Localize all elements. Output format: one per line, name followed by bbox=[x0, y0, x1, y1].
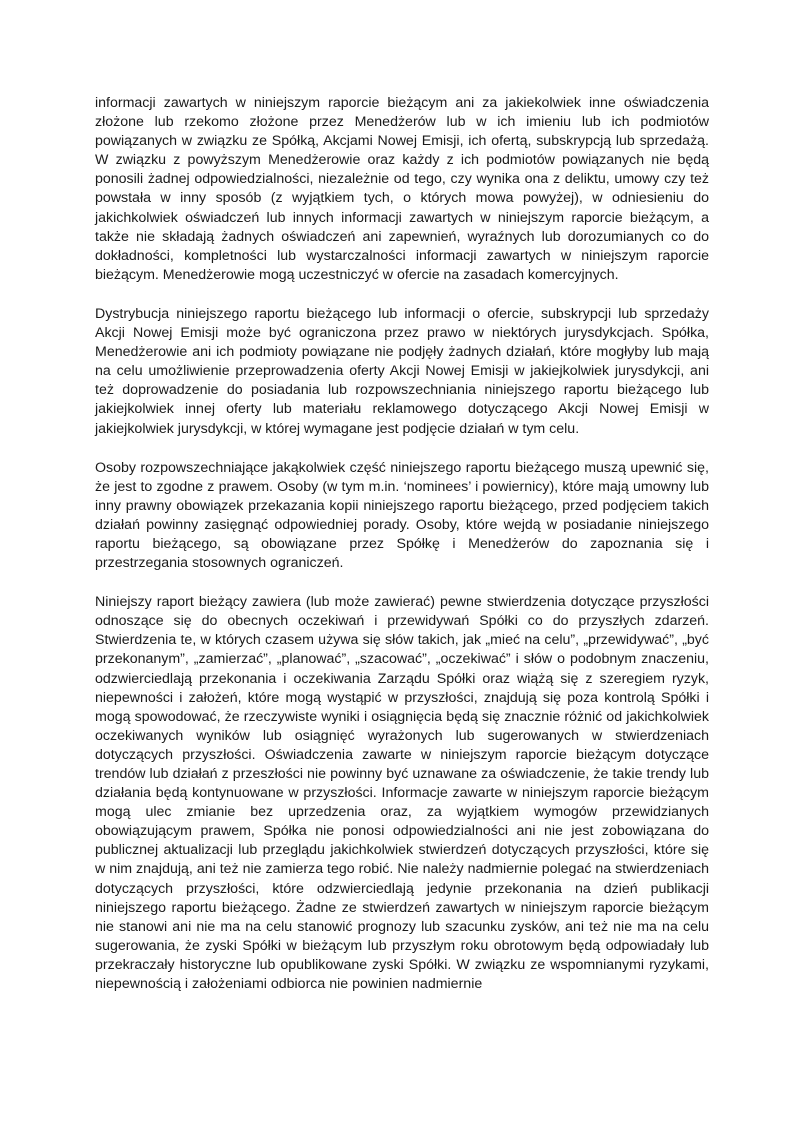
paragraph-distribution: Dystrybucja niniejszego raportu bieżącego lub informacji o ofercie, subskrypcji lub sprzedaży Akcji Nowej Emisji może być ograniczona przez prawo w niektórych jurysdykcjach. Spółka, Menedżerowie ani ich podmioty powiązane nie podjęły żadnych działań, które mogłyby lub mają na celu umożliwienie przeprowadzenia oferty Akcji Nowej Emisji w jakiejkolwiek jurysdykcji, ani też doprowadzenie do posiadania lub rozpowszechniania niniejszego raportu bieżącego lub jakiejkolwiek innej oferty lub materiału reklamowego dotyczącego Akcji Nowej Emisji w jakiejkolwiek jurysdykcji, w której wymagane jest podjęcie działań w tym celu. bbox=[95, 305, 709, 437]
paragraph-liability: informacji zawartych w niniejszym raporcie bieżącym ani za jakiekolwiek inne oświadczenia złożone lub rzekomo złożone przez Menedżerów lub w ich imieniu lub ich podmiotów powiązanych w związku ze Spółką, Akcjami Nowej Emisji, ich ofertą, subskrypcją lub sprzedażą. W związku z powyższym Menedżerowie oraz każdy z ich podmiotów powiązanych nie będą ponosili żadnej odpowiedzialności, niezależnie od tego, czy wynika ona z deliktu, umowy czy też powstała w inny sposób (z wyjątkiem tych, o których mowa powyżej), w odniesieniu do jakichkolwiek oświadczeń lub innych informacji zawartych w niniejszym raporcie bieżącym, a także nie składają żadnych oświadczeń ani zapewnień, wyraźnych lub dorozumianych co do dokładności, kompletności lub wystarczalności informacji zawartych w niniejszym raporcie bieżącym. Menedżerowie mogą uczestniczyć w ofercie na zasadach komercyjnych. bbox=[95, 95, 709, 283]
paragraph-forward-looking: Niniejszy raport bieżący zawiera (lub może zawierać) pewne stwierdzenia dotyczące przyszłości odnoszące się do obecnych oczekiwań i przewidywań Spółki co do przyszłych zdarzeń. Stwierdzenia te, w których czasem używa się słów takich, jak „mieć na celu”, „przewidywać”, „być przekonanym”, „zamierzać”, „planować”, „szacować”, „oczekiwać” i słów o podobnym znaczeniu, odzwierciedlają przekonania i oczekiwania Zarządu Spółki oraz wiążą się z szeregiem ryzyk, niepewności i założeń, które mogą wystąpić w przyszłości, znajdują się poza kontrolą Spółki i mogą spowodować, że rzeczywiste wyniki i osiągnięcia będą się znacznie różnić od jakichkolwiek oczekiwanych wyników lub osiągnięć wyrażonych lub sugerowanych w stwierdzeniach dotyczących przyszłości. Oświadczenia zawarte w niniejszym raporcie bieżącym dotyczące trendów lub działań z przeszłości nie powinny być uznawane za oświadczenie, że takie trendy lub działania będą kontynuowane w przyszłości. Informacje zawarte w niniejszym raporcie bieżącym mogą ulec zmianie bez uprzedzenia oraz, za wyjątkiem wymogów przewidzianych obowiązującym prawem, Spółka nie ponosi odpowiedzialności ani nie jest zobowiązana do publicznej aktualizacji lub przeglądu jakichkolwiek stwierdzeń dotyczących przyszłości, które się w nim znajdują, ani też nie zamierza tego robić. Nie należy nadmiernie polegać na stwierdzeniach dotyczących przyszłości, które odzwierciedlają jedynie przekonania na dzień publikacji niniejszego raportu bieżącego. Żadne ze stwierdzeń zawartych w niniejszym raporcie bieżącym nie stanowi ani nie ma na celu stanowić prognozy lub szacunku zysków, ani też nie ma na celu sugerowania, że zyski Spółki w bieżącym lub przyszłym roku obrotowym będą odpowiadały lub przekraczały historyczne lub opublikowane zyski Spółki. W związku ze wspomnianymi ryzykami, niepewnością i założeniami odbiorca nie powinien nadmiernie bbox=[95, 594, 709, 993]
paragraph-persons-distributing: Osoby rozpowszechniające jakąkolwiek część niniejszego raportu bieżącego muszą upewnić się, że jest to zgodne z prawem. Osoby (w tym m.in. ‘nominees’ i powiernicy), które mają umowny lub inny prawny obowiązek przekazania kopii niniejszego raportu bieżącego, przed podjęciem takich działań powinny zasięgnąć odpowiedniej porady. Osoby, które wejdą w posiadanie niniejszego raportu bieżącego, są obowiązane przez Spółkę i Menedżerów do zapoznania się i przestrzegania stosownych ograniczeń. bbox=[95, 459, 709, 572]
document-page bbox=[95, 94, 709, 1014]
